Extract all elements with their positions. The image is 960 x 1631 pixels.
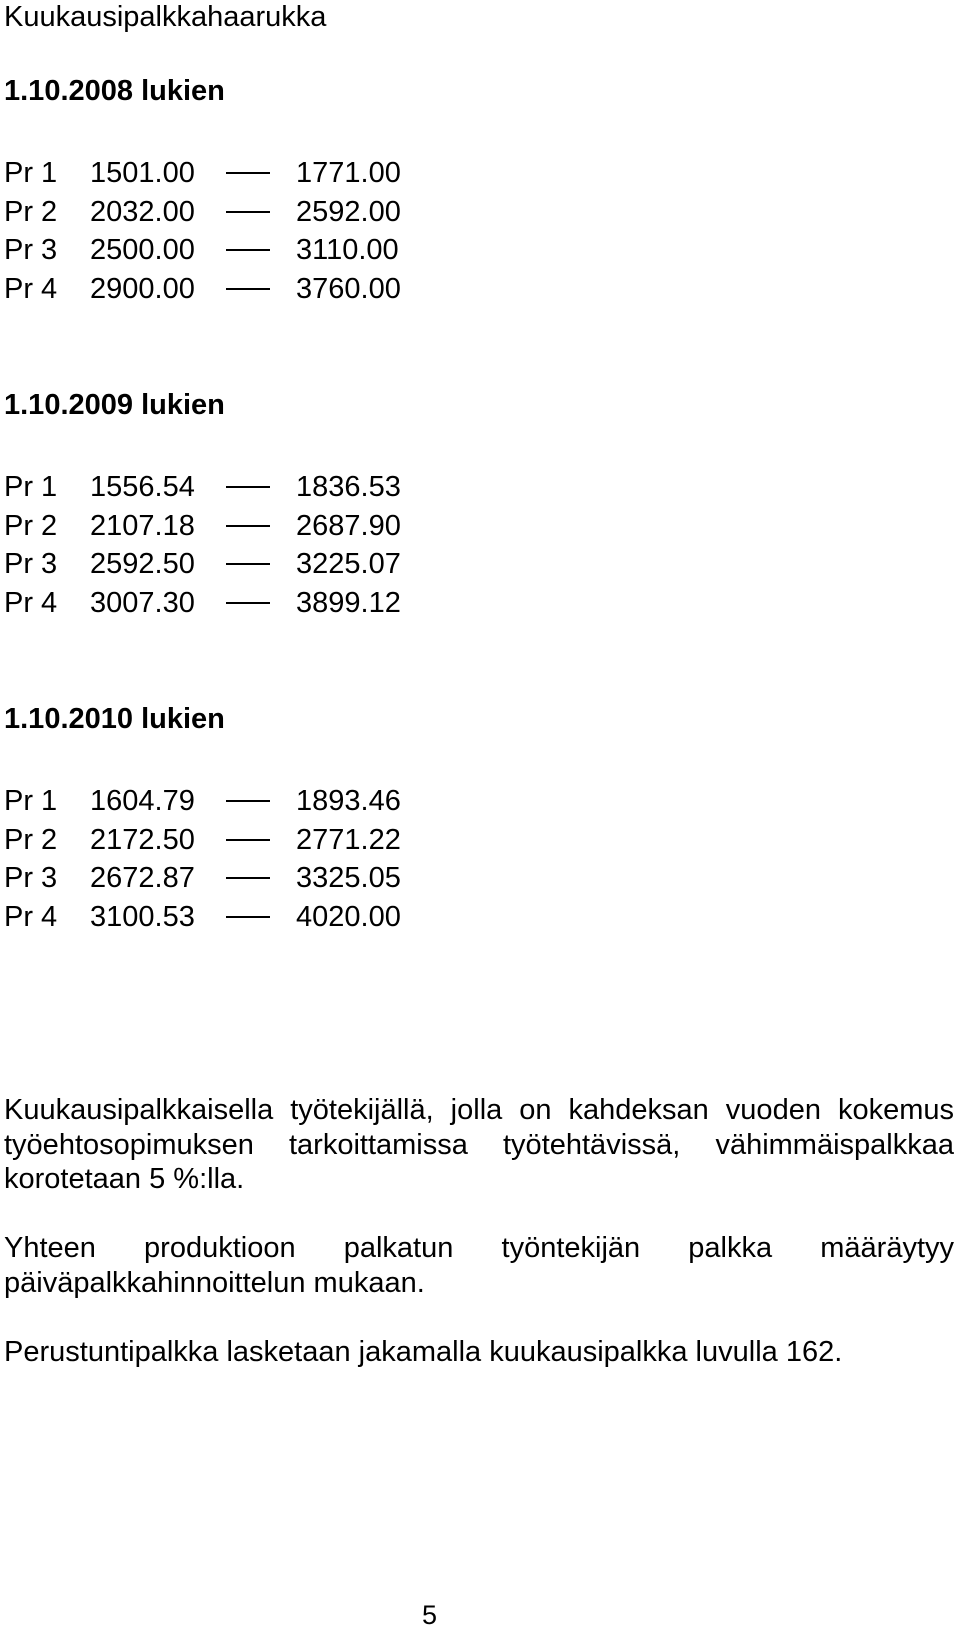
production-paragraph: Yhteen produktioon palkatun työntekijän palkka määräytyy päiväpalkkahinnoittelun mukaan. (4, 1232, 954, 1299)
range-dash (226, 916, 270, 918)
max-salary: 4020.00 (296, 900, 401, 933)
salary-row (4, 231, 401, 270)
salary-row (4, 545, 401, 584)
salary-row (4, 468, 401, 507)
salary-section-2008 (4, 74, 401, 308)
salary-table (4, 154, 401, 308)
salary-row (4, 859, 401, 898)
min-salary: 3007.30 (90, 586, 195, 619)
max-salary: 2592.00 (296, 195, 401, 228)
range-dash (226, 288, 270, 290)
grade-label: Pr 3 (4, 234, 58, 267)
max-salary: 1836.53 (296, 471, 401, 504)
section-heading: 1.10.2008 lukien (4, 75, 225, 107)
salary-row (4, 193, 401, 232)
min-salary: 2900.00 (90, 272, 195, 305)
min-salary: 1604.79 (90, 785, 195, 818)
grade-label: Pr 1 (4, 157, 58, 190)
min-salary: 2500.00 (90, 234, 195, 267)
min-salary: 2032.00 (90, 195, 195, 228)
range-dash (226, 249, 270, 251)
grade-label: Pr 4 (4, 272, 58, 305)
min-salary: 1501.00 (90, 157, 195, 190)
salary-row (4, 782, 401, 821)
max-salary: 1771.00 (296, 157, 401, 190)
experience-paragraph: Kuukausipalkkaisella työtekijällä, jolla on kahdeksan vuoden kokemus työehtosopimuksen tarkoittamissa työtehtävissä, vähimmäispalkkaa korotetaan 5 %:lla. (4, 1094, 954, 1195)
max-salary: 3899.12 (296, 586, 401, 619)
max-salary: 2771.22 (296, 823, 401, 856)
min-salary: 3100.53 (90, 900, 195, 933)
max-salary: 2687.90 (296, 509, 401, 542)
salary-row (4, 821, 401, 860)
range-dash (226, 839, 270, 841)
document-title: Kuukausipalkkahaarukka (4, 1, 327, 33)
grade-label: Pr 3 (4, 862, 58, 895)
grade-label: Pr 3 (4, 548, 58, 581)
page-number: 5 (422, 1600, 438, 1630)
document-page (4, 0, 956, 1631)
min-salary: 2672.87 (90, 862, 195, 895)
grade-label: Pr 2 (4, 509, 58, 542)
salary-section-2009 (4, 388, 401, 622)
range-dash (226, 211, 270, 213)
range-dash (226, 486, 270, 488)
min-salary: 1556.54 (90, 471, 195, 504)
grade-label: Pr 2 (4, 195, 58, 228)
salary-row (4, 270, 401, 309)
max-salary: 3225.07 (296, 548, 401, 581)
salary-row (4, 154, 401, 193)
range-dash (226, 525, 270, 527)
range-dash (226, 800, 270, 802)
salary-section-2010 (4, 702, 401, 936)
hourly-wage-paragraph: Perustuntipalkka lasketaan jakamalla kuukausipalkka luvulla 162. (4, 1336, 843, 1368)
section-heading: 1.10.2010 lukien (4, 703, 225, 735)
grade-label: Pr 4 (4, 900, 58, 933)
range-dash (226, 563, 270, 565)
max-salary: 3760.00 (296, 272, 401, 305)
salary-row (4, 584, 401, 623)
grade-label: Pr 2 (4, 823, 58, 856)
max-salary: 1893.46 (296, 785, 401, 818)
salary-table (4, 468, 401, 622)
section-heading: 1.10.2009 lukien (4, 389, 225, 421)
min-salary: 2172.50 (90, 823, 195, 856)
salary-row (4, 898, 401, 937)
range-dash (226, 877, 270, 879)
max-salary: 3325.05 (296, 862, 401, 895)
grade-label: Pr 4 (4, 586, 58, 619)
salary-row (4, 507, 401, 546)
min-salary: 2107.18 (90, 509, 195, 542)
salary-table (4, 782, 401, 936)
range-dash (226, 602, 270, 604)
grade-label: Pr 1 (4, 785, 58, 818)
max-salary: 3110.00 (296, 234, 399, 267)
range-dash (226, 172, 270, 174)
grade-label: Pr 1 (4, 471, 58, 504)
min-salary: 2592.50 (90, 548, 195, 581)
